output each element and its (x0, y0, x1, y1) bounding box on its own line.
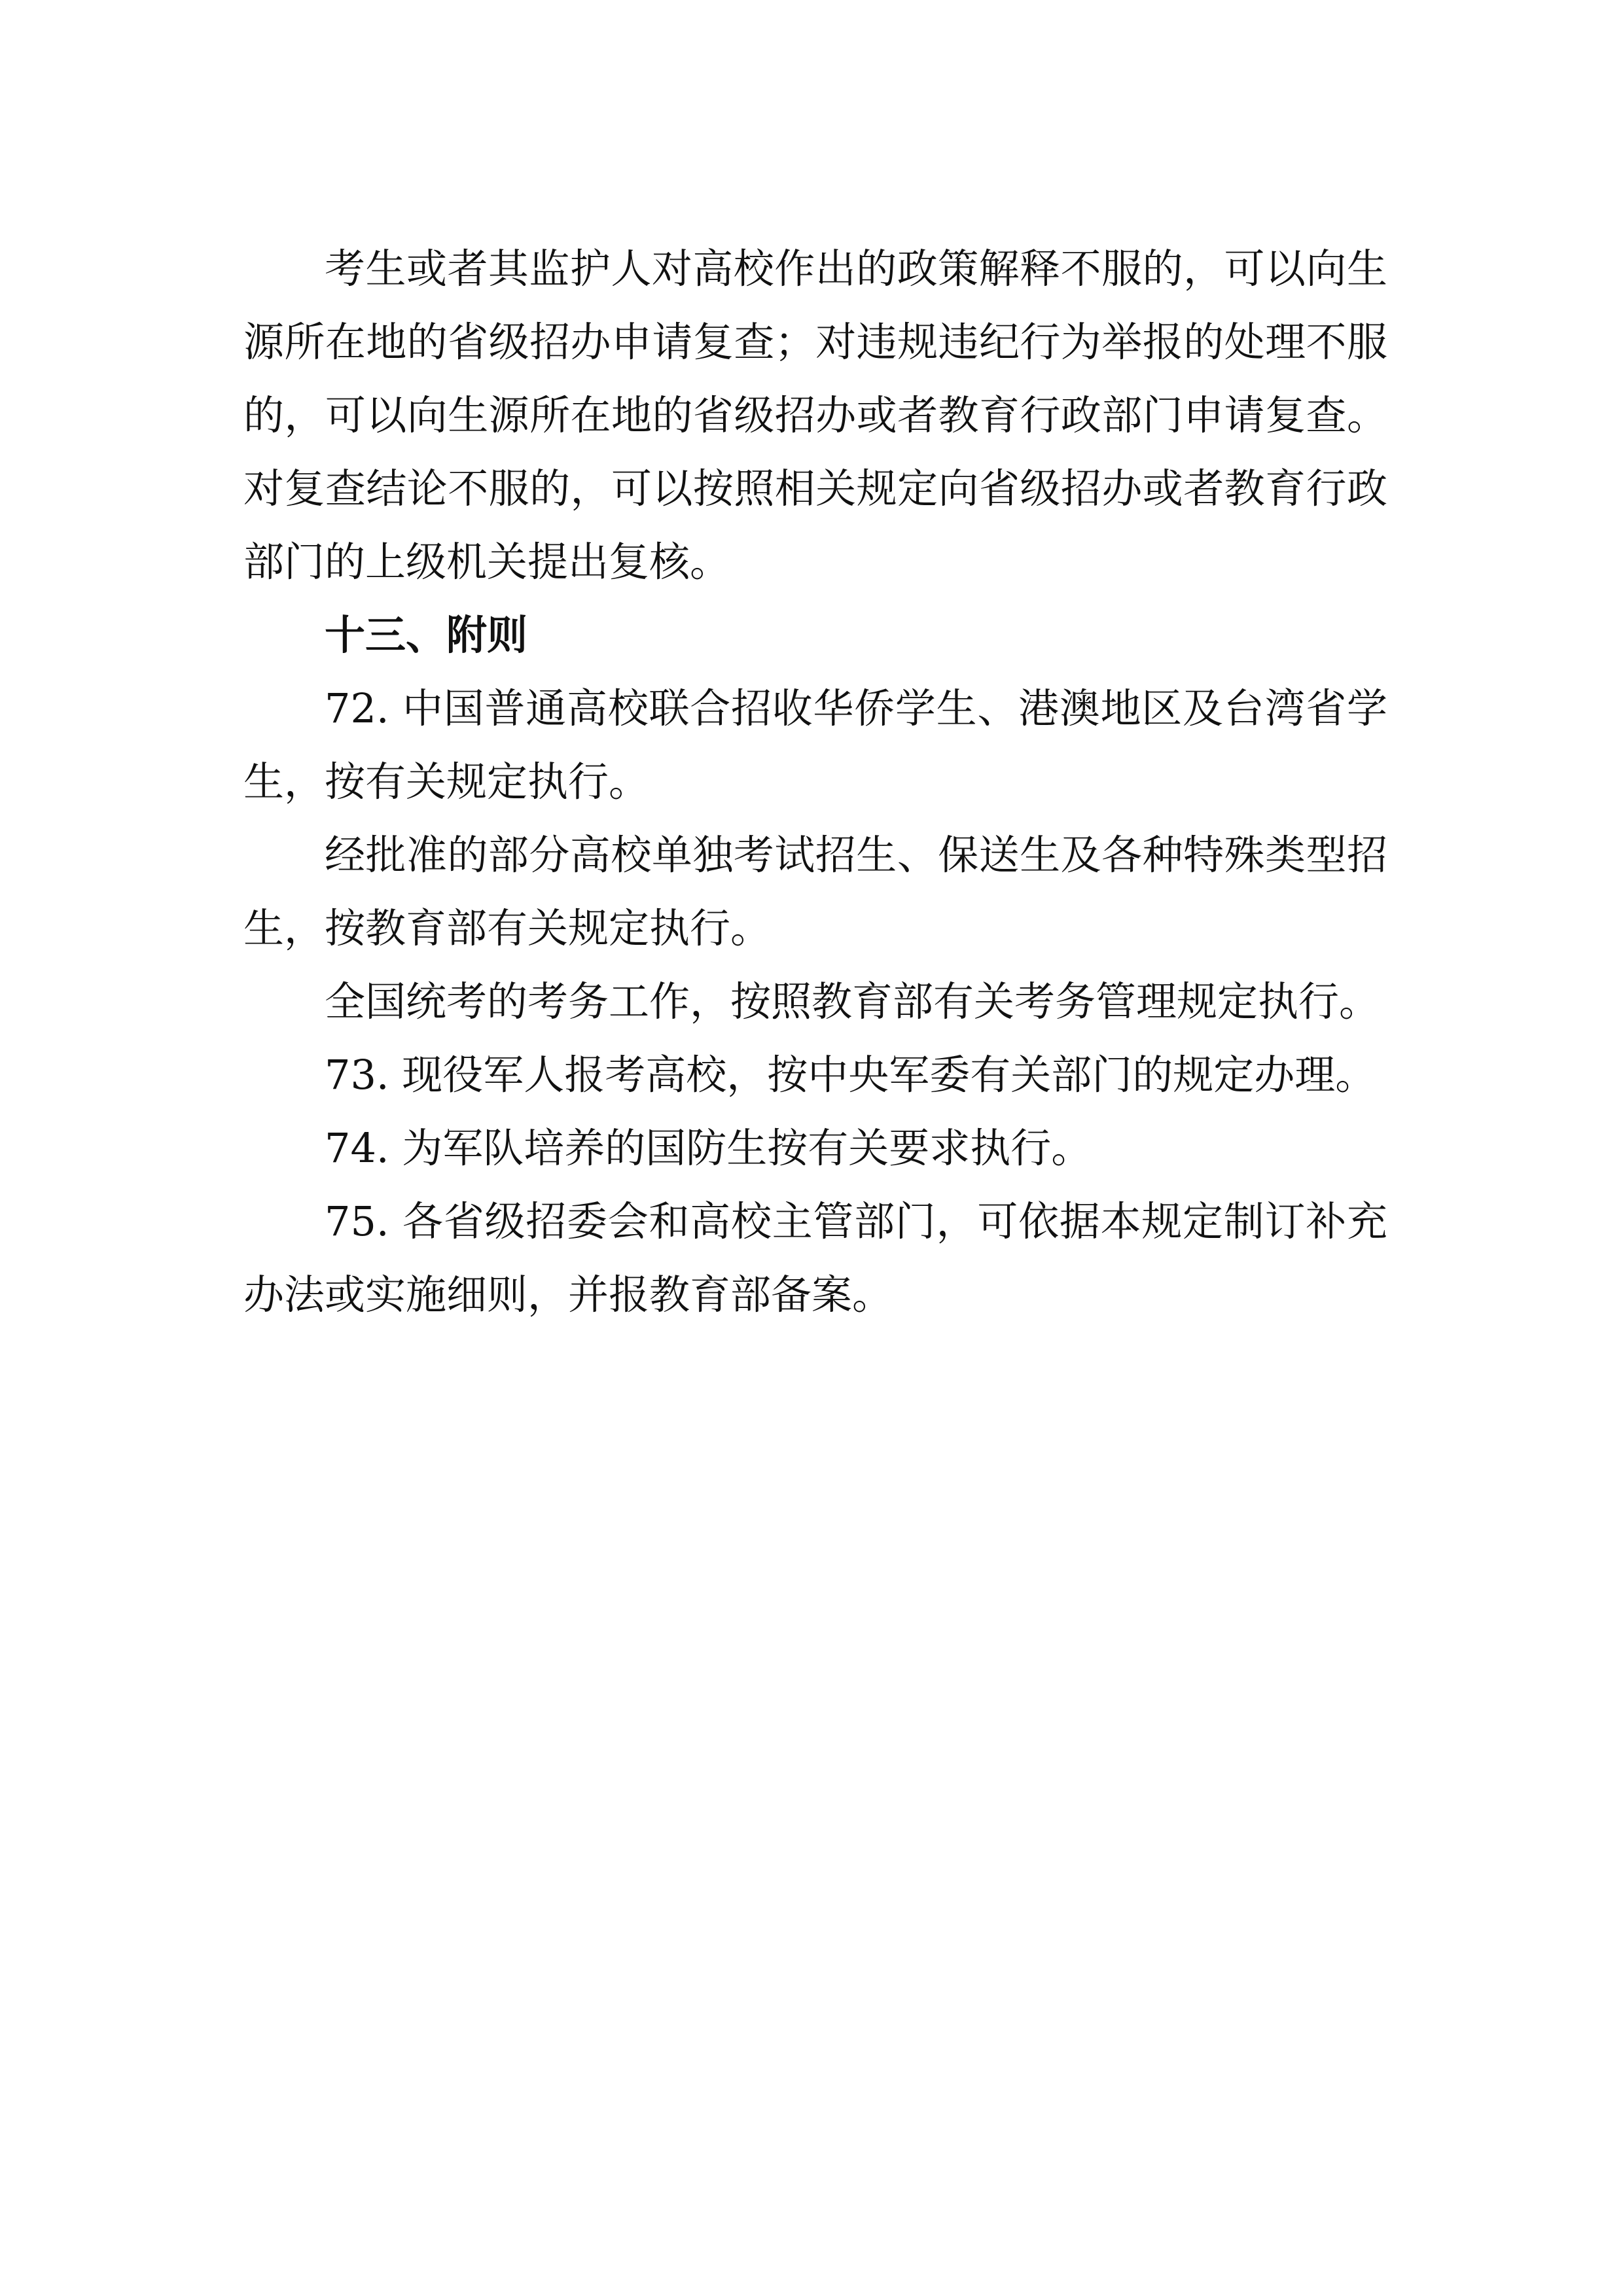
article-75: 75. 各省级招委会和高校主管部门，可依据本规定制订补充办法或实施细则，并报教育部备案。 (243, 1197, 1387, 1318)
article-74: 74. 为军队培养的国防生按有关要求执行。 (325, 1124, 1092, 1172)
article-72: 72. 中国普通高校联合招收华侨学生、港澳地区及台湾省学生，按有关规定执行。 (243, 684, 1387, 805)
paragraph-review-appeal: 考生或者其监护人对高校作出的政策解释不服的，可以向生源所在地的省级招办申请复查；对违规违纪行为举报的处理不服的，可以向生源所在地的省级招办或者教育行政部门申请复查。对复查结论不服的，可以按照相关规定向省级招办或者教育行政部门的上级机关提出复核。 (243, 245, 1387, 586)
article-72-exam-affairs: 全国统考的考务工作，按照教育部有关考务管理规定执行。 (325, 978, 1380, 1025)
article-73: 73. 现役军人报考高校，按中央军委有关部门的规定办理。 (325, 1051, 1376, 1099)
section-heading: 十三、附则 (325, 611, 528, 659)
document-body (243, 232, 1387, 1332)
article-72-special-admission: 经批准的部分高校单独考试招生、保送生及各种特殊类型招生，按教育部有关规定执行。 (243, 831, 1387, 952)
